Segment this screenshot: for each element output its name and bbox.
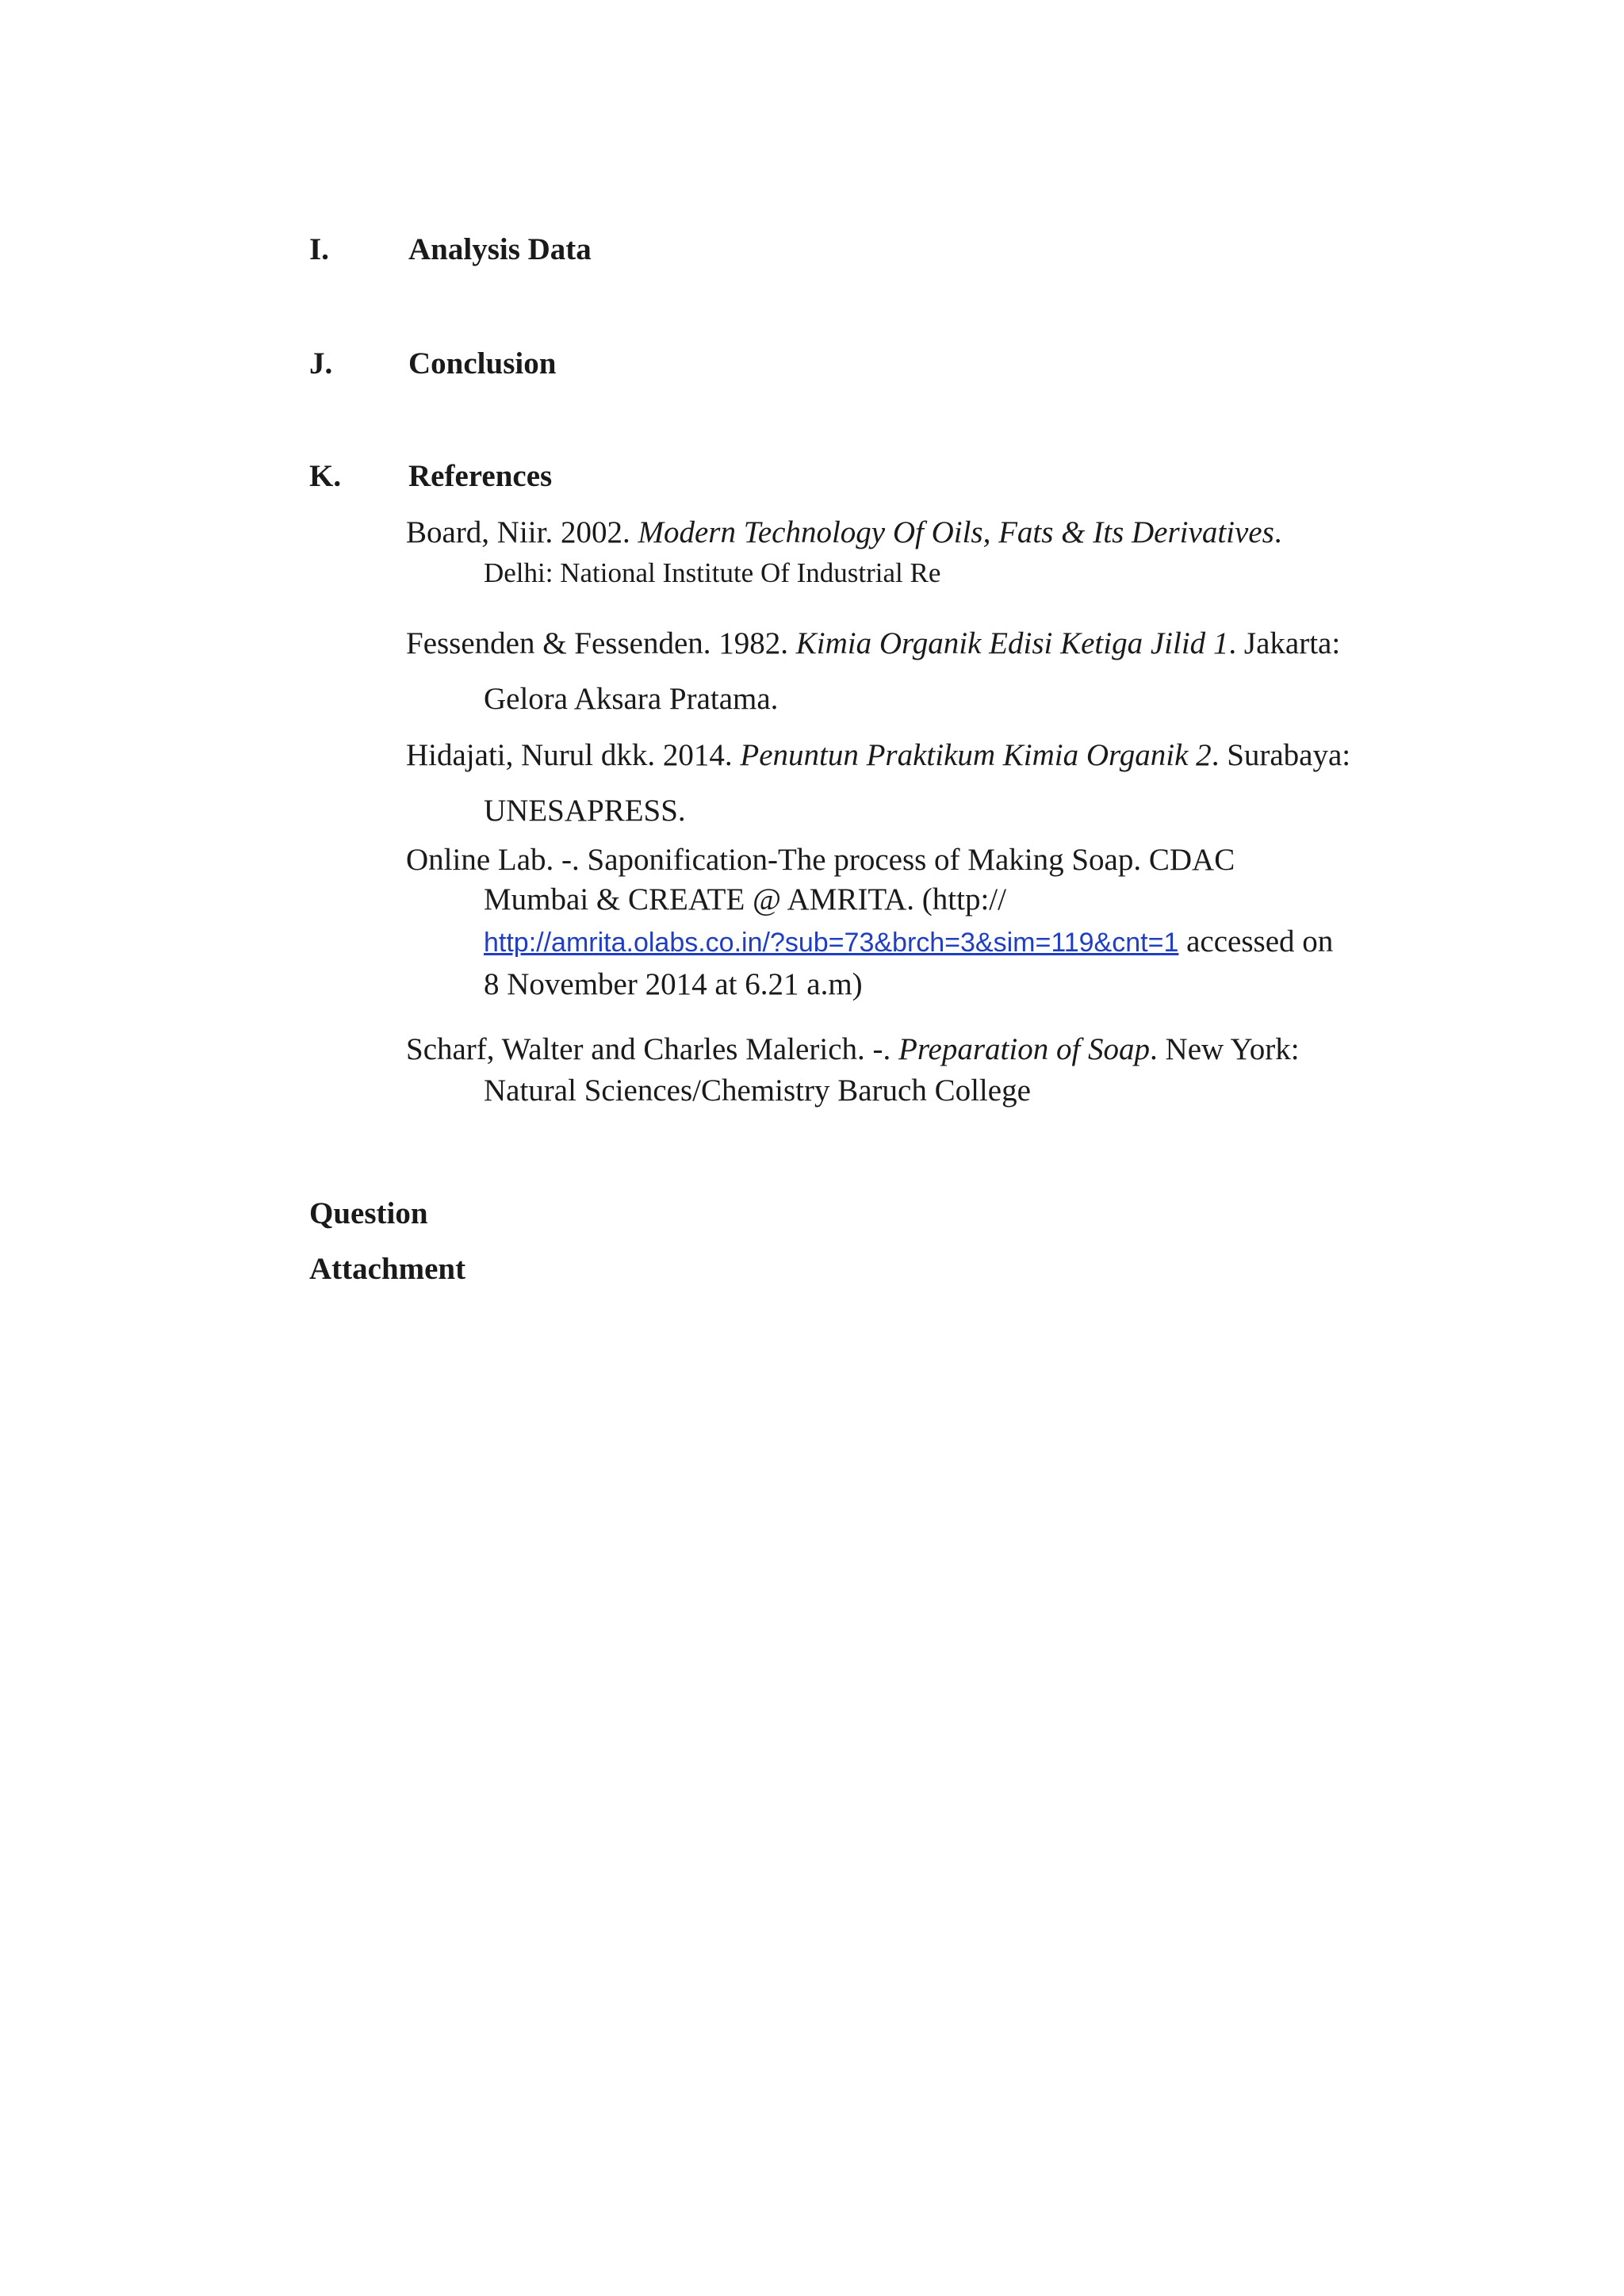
reference-entry-scharf <box>406 1029 1405 1112</box>
reference-continuation: Gelora Aksara Pratama. <box>484 682 779 716</box>
reference-punctuation: . New York: <box>1150 1032 1300 1066</box>
section-number: K. <box>309 459 342 493</box>
reference-punctuation: . Surabaya: <box>1211 738 1351 772</box>
reference-punctuation: . Jakarta: <box>1228 626 1341 660</box>
reference-link-line <box>406 920 1405 965</box>
reference-title: Preparation of Soap <box>898 1032 1151 1066</box>
reference-continuation: UNESAPRESS. <box>484 794 686 828</box>
reference-title: Penuntun Praktikum Kimia Organik 2 <box>740 738 1212 772</box>
reference-entry-online-lab <box>406 840 1405 1004</box>
reference-punctuation: . <box>1274 515 1282 549</box>
reference-continuation: 8 November 2014 at 6.21 a.m) <box>484 967 863 1001</box>
reference-entry-hidajati <box>406 728 1405 839</box>
section-number: J. <box>309 346 333 381</box>
reference-line <box>406 1029 1405 1070</box>
reference-author-year: Hidajati, Nurul dkk. 2014. <box>406 738 741 772</box>
reference-author-year: Board, Niir. 2002. <box>406 515 638 549</box>
question-heading: Question <box>309 1196 428 1230</box>
reference-line <box>406 616 1405 672</box>
reference-continuation: Natural Sciences/Chemistry Baruch College <box>484 1073 1031 1108</box>
reference-continuation: Mumbai & CREATE @ AMRITA. (http:// <box>484 882 1006 916</box>
reference-continuation: Delhi: National Institute Of Industrial Re <box>484 557 941 588</box>
reference-author-year: Fessenden & Fessenden. 1982. <box>406 626 796 660</box>
reference-title: Modern Technology Of Oils, Fats & Its Derivatives <box>638 515 1274 549</box>
reference-entry-board <box>406 512 1405 593</box>
section-number: I. <box>309 232 329 266</box>
reference-title: Kimia Organik Edisi Ketiga Jilid 1 <box>795 626 1229 660</box>
reference-accessed: accessed on <box>1178 924 1334 959</box>
reference-url-link[interactable]: http://amrita.olabs.co.in/?sub=73&brch=3&sim=119&cnt=1 <box>484 928 1179 958</box>
reference-line: Online Lab. -. Saponification-The process of Making Soap. CDAC <box>406 843 1235 877</box>
reference-line <box>406 728 1405 783</box>
reference-author-year: Scharf, Walter and Charles Malerich. -. <box>406 1032 898 1066</box>
reference-line <box>406 512 1405 553</box>
section-title: References <box>408 459 553 493</box>
reference-entry-fessenden <box>406 616 1405 727</box>
section-title: Conclusion <box>408 346 557 381</box>
section-title: Analysis Data <box>408 232 592 266</box>
attachment-heading: Attachment <box>309 1252 466 1286</box>
